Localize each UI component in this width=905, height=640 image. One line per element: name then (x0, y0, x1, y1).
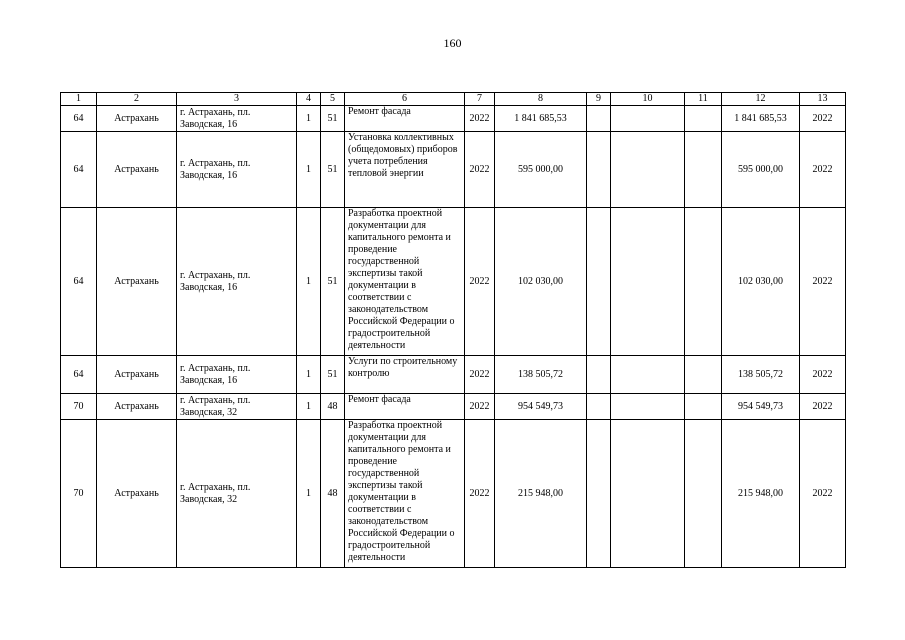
col4-cell: 1 (297, 394, 321, 420)
col5-cell: 51 (321, 356, 345, 394)
col10-cell (611, 106, 685, 132)
page-number: 160 (443, 36, 462, 50)
col-header: 12 (722, 93, 800, 106)
total-cell: 1 841 685,53 (722, 106, 800, 132)
col11-cell (685, 132, 722, 208)
year-cell: 2022 (465, 394, 495, 420)
col5-cell: 51 (321, 208, 345, 356)
col-header: 7 (465, 93, 495, 106)
col10-cell (611, 394, 685, 420)
amount-cell: 138 505,72 (495, 356, 587, 394)
row-number-cell: 70 (61, 394, 97, 420)
col10-cell (611, 356, 685, 394)
amount-cell: 595 000,00 (495, 132, 587, 208)
work-type-cell: Ремонт фасада (345, 106, 465, 132)
col4-cell: 1 (297, 356, 321, 394)
year-cell: 2022 (465, 208, 495, 356)
header-row (61, 93, 846, 106)
work-type-cell: Установка коллективных (общедомовых) приборов учета потребления тепловой энергии (345, 132, 465, 208)
work-type-cell: Разработка проектной документации для капитального ремонта и проведение государственной экспертизы такой документации в соответствии с законодательством Российской Федерации о градостроительной деятельности (345, 420, 465, 568)
col4-cell: 1 (297, 208, 321, 356)
col-header: 10 (611, 93, 685, 106)
work-type-cell: Услуги по строительному контролю (345, 356, 465, 394)
total-cell: 138 505,72 (722, 356, 800, 394)
col11-cell (685, 420, 722, 568)
col-header: 2 (97, 93, 177, 106)
amount-cell: 215 948,00 (495, 420, 587, 568)
table-row (61, 208, 846, 356)
table-row (61, 356, 846, 394)
city-cell: Астрахань (97, 356, 177, 394)
total-cell: 102 030,00 (722, 208, 800, 356)
year-cell: 2022 (465, 132, 495, 208)
city-cell: Астрахань (97, 394, 177, 420)
row-number-cell: 70 (61, 420, 97, 568)
address-cell: г. Астрахань, пл. Заводская, 16 (177, 356, 297, 394)
col4-cell: 1 (297, 420, 321, 568)
col9-cell (587, 208, 611, 356)
total-cell: 595 000,00 (722, 132, 800, 208)
city-cell: Астрахань (97, 132, 177, 208)
col-header: 4 (297, 93, 321, 106)
year-cell: 2022 (465, 420, 495, 568)
col10-cell (611, 420, 685, 568)
col10-cell (611, 208, 685, 356)
work-type-cell: Разработка проектной документации для капитального ремонта и проведение государственной экспертизы такой документации в соответствии с законодательством Российской Федерации о градостроительной деятельности (345, 208, 465, 356)
city-cell: Астрахань (97, 106, 177, 132)
col9-cell (587, 394, 611, 420)
total-cell: 954 549,73 (722, 394, 800, 420)
city-cell: Астрахань (97, 420, 177, 568)
col5-cell: 48 (321, 394, 345, 420)
col-header: 1 (61, 93, 97, 106)
repair-table (60, 92, 846, 568)
row-number-cell: 64 (61, 106, 97, 132)
table-row (61, 106, 846, 132)
col9-cell (587, 356, 611, 394)
table-row (61, 420, 846, 568)
col-header: 6 (345, 93, 465, 106)
work-type-cell: Ремонт фасада (345, 394, 465, 420)
table-row (61, 132, 846, 208)
row-number-cell: 64 (61, 132, 97, 208)
col-header: 3 (177, 93, 297, 106)
address-cell: г. Астрахань, пл. Заводская, 16 (177, 132, 297, 208)
col-header: 11 (685, 93, 722, 106)
completion-year-cell: 2022 (800, 132, 846, 208)
city-cell: Астрахань (97, 208, 177, 356)
col9-cell (587, 132, 611, 208)
col11-cell (685, 208, 722, 356)
amount-cell: 954 549,73 (495, 394, 587, 420)
address-cell: г. Астрахань, пл. Заводская, 32 (177, 420, 297, 568)
year-cell: 2022 (465, 106, 495, 132)
col-header: 5 (321, 93, 345, 106)
amount-cell: 1 841 685,53 (495, 106, 587, 132)
amount-cell: 102 030,00 (495, 208, 587, 356)
completion-year-cell: 2022 (800, 394, 846, 420)
col-header: 8 (495, 93, 587, 106)
col-header: 13 (800, 93, 846, 106)
completion-year-cell: 2022 (800, 356, 846, 394)
col9-cell (587, 106, 611, 132)
table-row (61, 394, 846, 420)
col-header: 9 (587, 93, 611, 106)
total-cell: 215 948,00 (722, 420, 800, 568)
address-cell: г. Астрахань, пл. Заводская, 32 (177, 394, 297, 420)
year-cell: 2022 (465, 356, 495, 394)
address-cell: г. Астрахань, пл. Заводская, 16 (177, 106, 297, 132)
col5-cell: 51 (321, 132, 345, 208)
row-number-cell: 64 (61, 356, 97, 394)
col11-cell (685, 356, 722, 394)
col10-cell (611, 132, 685, 208)
row-number-cell: 64 (61, 208, 97, 356)
col5-cell: 48 (321, 420, 345, 568)
col4-cell: 1 (297, 132, 321, 208)
completion-year-cell: 2022 (800, 106, 846, 132)
col9-cell (587, 420, 611, 568)
col5-cell: 51 (321, 106, 345, 132)
col4-cell: 1 (297, 106, 321, 132)
col11-cell (685, 394, 722, 420)
address-cell: г. Астрахань, пл. Заводская, 16 (177, 208, 297, 356)
col11-cell (685, 106, 722, 132)
completion-year-cell: 2022 (800, 208, 846, 356)
completion-year-cell: 2022 (800, 420, 846, 568)
